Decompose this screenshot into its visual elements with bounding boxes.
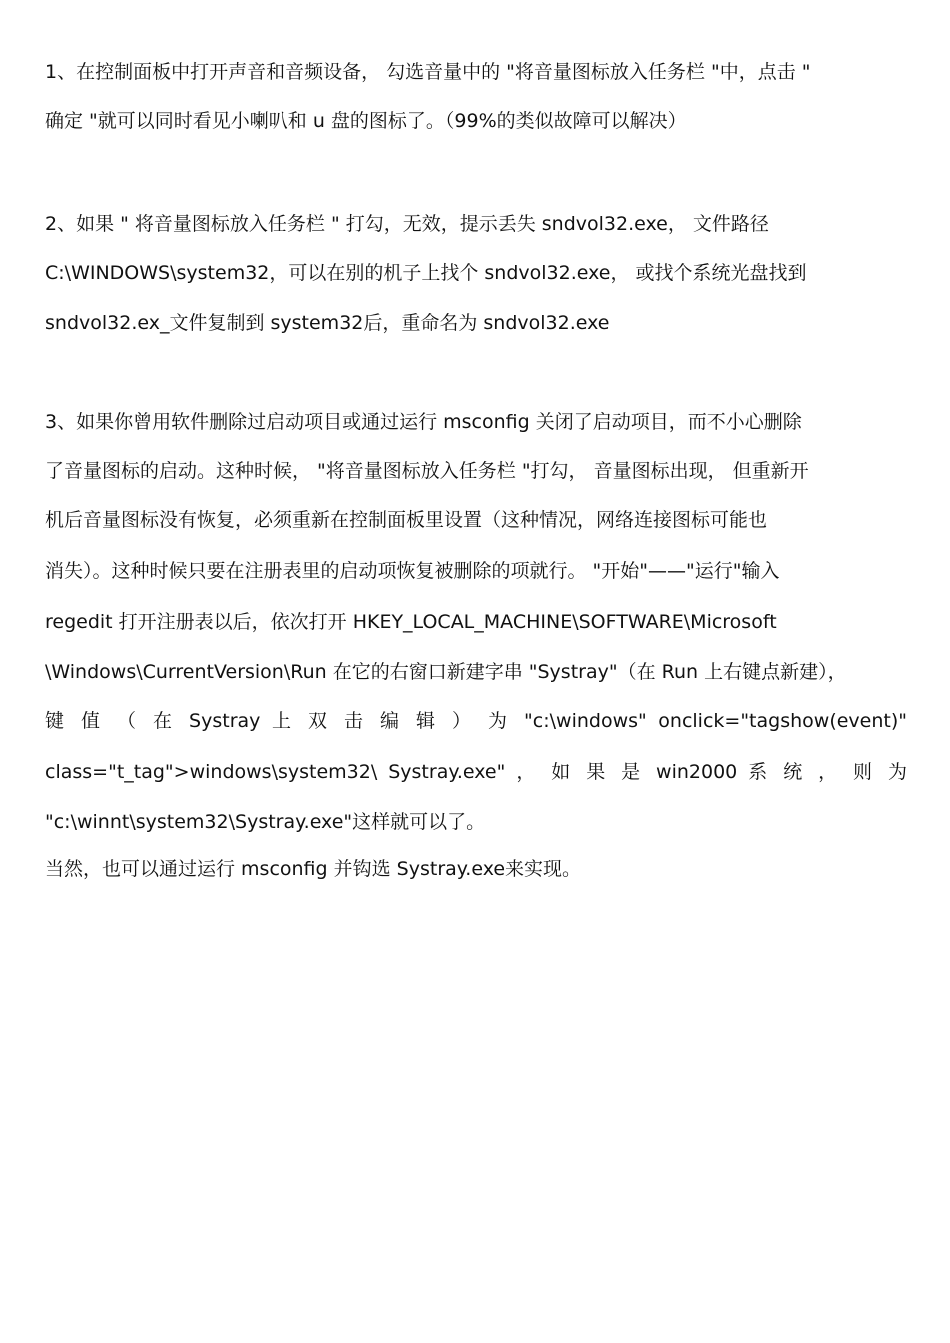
paragraph-line: 了音量图标的启动。这种时候， "将音量图标放入任务栏 "打勾， 音量图标出现， 但重新开 [45, 460, 809, 482]
paragraph-line: C:\WINDOWS\system32，可以在别的机子上找个 sndvol32.exe， 或找个系统光盘找到 [45, 262, 807, 284]
paragraph-line: 消失）。这种时候只要在注册表里的启动项恢复被删除的项就行。 "开始"——"运行"输入 [45, 560, 780, 582]
paragraph-line: 机后音量图标没有恢复，必须重新在控制面板里设置（这种情况，网络连接图标可能也 [45, 509, 768, 531]
paragraph-line: 确定 "就可以同时看见小喇叭和 u 盘的图标了。（99%的类似故障可以解决） [45, 110, 687, 132]
paragraph-line: sndvol32.ex_文件复制到 system32后，重命名为 sndvol32.exe [45, 312, 610, 334]
paragraph-line: 2、如果 " 将音量图标放入任务栏 " 打勾，无效，提示丢失 sndvol32.exe， 文件路径 [45, 213, 769, 235]
paragraph-line: "c:\winnt\system32\Systray.exe"这样就可以了。 [45, 811, 486, 833]
paragraph-line: 3、如果你曾用软件删除过启动项目或通过运行 msconfig 关闭了启动项目，而不小心删除 [45, 411, 802, 433]
paragraph-line: 键 值 （ 在 Systray 上 双 击 编 辑 ） 为 "c:\windows" onclick="tagshow(event)" [45, 710, 907, 732]
paragraph-line: \Windows\CurrentVersion\Run 在它的右窗口新建字串 "Systray"（在 Run 上右键点新建）， [45, 661, 847, 683]
paragraph-line: 当然，也可以通过运行 msconfig 并钩选 Systray.exe来实现。 [45, 858, 582, 880]
paragraph-line: regedit 打开注册表以后，依次打开 HKEY_LOCAL_MACHINE\SOFTWARE\Microsoft [45, 611, 777, 633]
paragraph-line: class="t_tag">windows\system32\ Systray.exe" ， 如 果 是 win2000 系 统 ， 则 为 [45, 761, 907, 783]
paragraph-line: 1、在控制面板中打开声音和音频设备， 勾选音量中的 "将音量图标放入任务栏 "中，点击 " [45, 61, 811, 83]
